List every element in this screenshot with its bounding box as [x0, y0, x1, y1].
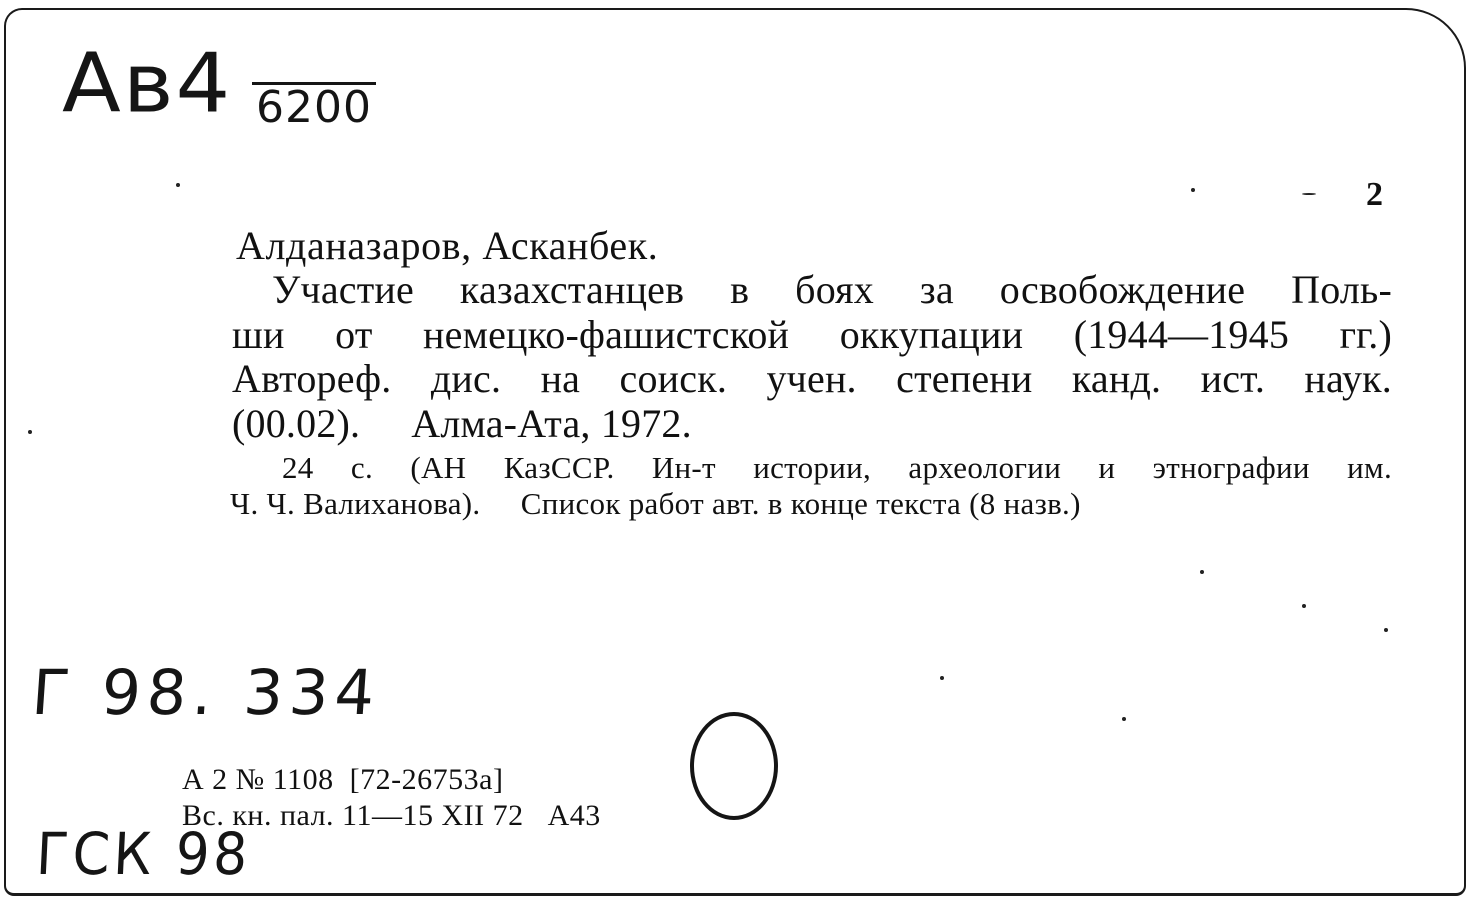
scan-speck — [1200, 570, 1204, 574]
author-heading: Алданазаров, Асканбек. — [236, 223, 659, 268]
title-line: (00.02). Алма-Ата, 1972. — [232, 400, 692, 446]
scan-speck — [1302, 193, 1316, 195]
title-line: Автореф. дис. на соиск. учен. степени канд. ист. наук. — [232, 356, 1392, 401]
scan-speck — [1302, 604, 1306, 608]
shelf-mark: Г 98. 334 — [29, 656, 383, 729]
shelf-mark-secondary: ГСК 98 — [34, 820, 253, 888]
registry-number: А 2 № 1108 [72-26753а] — [182, 763, 504, 796]
scan-speck — [28, 430, 32, 434]
note-line: Ч. Ч. Валиханова). Список работ авт. в конце текста (8 назв.) — [230, 486, 1081, 521]
scan-speck — [1191, 188, 1195, 192]
scan-speck — [940, 676, 944, 680]
note-line: 24 с. (АН КазССР. Ин-т истории, археологии и этнографии им. — [282, 450, 1392, 485]
call-number-sub: 6200 — [252, 82, 376, 131]
title-line: Участие казахстанцев в боях за освобождение Поль- — [272, 267, 1392, 312]
notes-block — [230, 450, 1392, 522]
title-block — [232, 268, 1392, 446]
scan-speck — [176, 183, 180, 187]
call-number: Ав4 — [62, 36, 233, 132]
chamber-record: Вс. кн. пал. 11—15 XII 72 А43 — [182, 799, 601, 832]
scan-speck — [1122, 717, 1126, 721]
title-line: ши от немецко-фашистской оккупации (1944—1945 гг.) — [232, 311, 1392, 357]
card-number: 2 — [1366, 176, 1383, 213]
circle-mark — [690, 712, 778, 820]
scan-speck — [1384, 628, 1388, 632]
